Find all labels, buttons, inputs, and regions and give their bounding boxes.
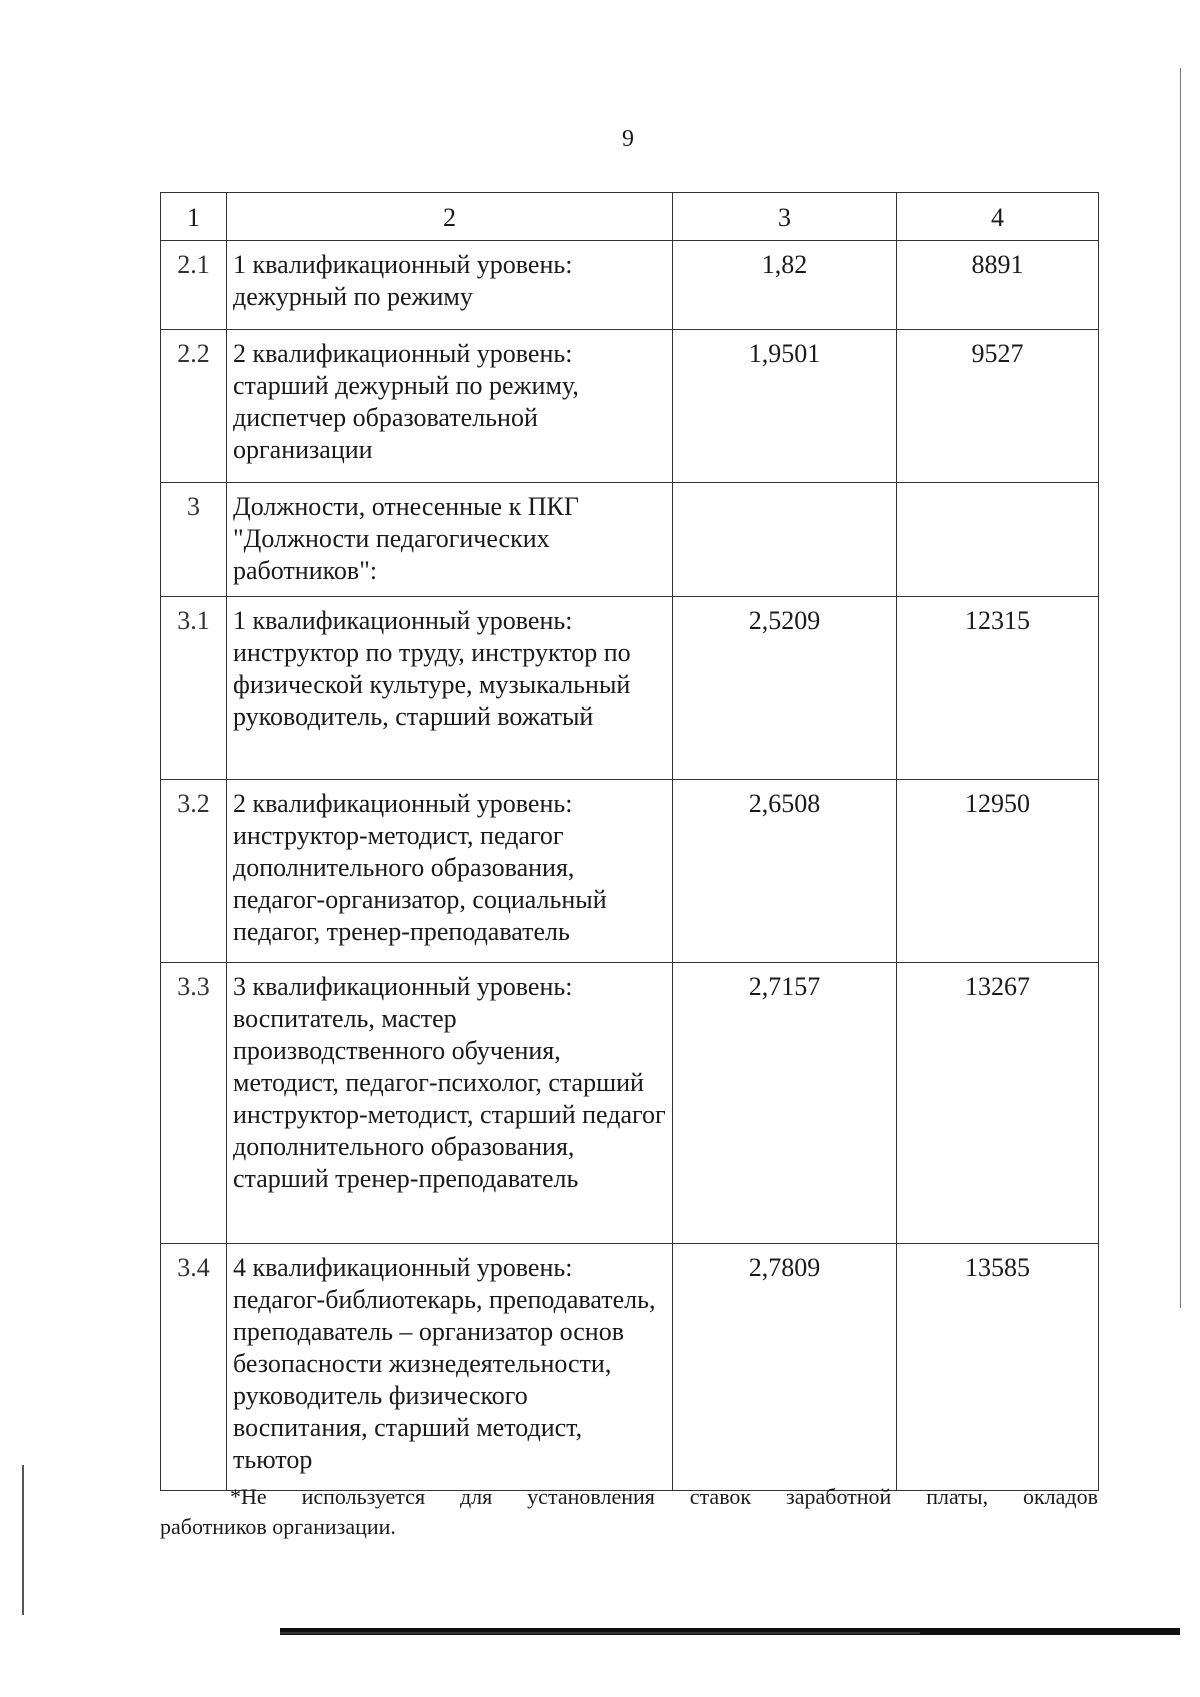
row-description: Должности, отнесенные к ПКГ "Должности педагогических работников": (227, 483, 673, 597)
row-description: 3 квалификационный уровень: воспитатель, мастер производственного обучения, методист, педагог-психолог, старший инструктор-методист, старший педагог дополнительного образования, старший тренер-преподаватель (227, 963, 673, 1244)
row-description: 1 квалификационный уровень: дежурный по режиму (227, 241, 673, 330)
row-salary: 12315 (897, 597, 1099, 780)
footnote-line: *Не используется для установления ставок заработной платы, окладов (230, 1484, 1098, 1509)
salary-table (160, 192, 1099, 1491)
row-number: 3.3 (161, 963, 227, 1244)
row-number: 2.2 (161, 330, 227, 483)
row-number: 2.1 (161, 241, 227, 330)
row-description: 2 квалификационный уровень: инструктор-методист, педагог дополнительного образования, педагог-организатор, социальный педагог, тренер-преподаватель (227, 780, 673, 963)
row-description: 1 квалификационный уровень: инструктор по труду, инструктор по физической культуре, музыкальный руководитель, старший вожатый (227, 597, 673, 780)
row-salary: 8891 (897, 241, 1099, 330)
row-description: 4 квалификационный уровень: педагог-библиотекарь, преподаватель, преподаватель – организатор основ безопасности жизнедеятельности, руководитель физического воспитания, старший методист, тьютор (227, 1244, 673, 1491)
row-coefficient: 2,5209 (673, 597, 897, 780)
row-description: 2 квалификационный уровень: старший дежурный по режиму, диспетчер образовательной организации (227, 330, 673, 483)
row-coefficient: 1,82 (673, 241, 897, 330)
column-header: 1 (161, 193, 227, 241)
row-number: 3.1 (161, 597, 227, 780)
row-coefficient: 1,9501 (673, 330, 897, 483)
row-number: 3.4 (161, 1244, 227, 1491)
row-salary (897, 483, 1099, 597)
row-number: 3 (161, 483, 227, 597)
table-row (161, 241, 1099, 330)
bottom-divider (280, 1632, 920, 1634)
row-salary: 13585 (897, 1244, 1099, 1491)
table-row (161, 963, 1099, 1244)
footnote-line: работников организации. (160, 1514, 396, 1539)
footnote (160, 1482, 1098, 1542)
row-salary: 12950 (897, 780, 1099, 963)
table-row (161, 483, 1099, 597)
column-header: 4 (897, 193, 1099, 241)
row-coefficient (673, 483, 897, 597)
row-number: 3.2 (161, 780, 227, 963)
table-row (161, 330, 1099, 483)
table-row (161, 1244, 1099, 1491)
column-header: 3 (673, 193, 897, 241)
page-number: 9 (622, 126, 634, 152)
table-row (161, 597, 1099, 780)
row-salary: 9527 (897, 330, 1099, 483)
row-salary: 13267 (897, 963, 1099, 1244)
scan-edge-line (1180, 68, 1181, 1308)
row-coefficient: 2,6508 (673, 780, 897, 963)
row-coefficient: 2,7157 (673, 963, 897, 1244)
table-header-row (161, 193, 1099, 241)
table-row (161, 780, 1099, 963)
scan-edge-line (22, 1465, 24, 1615)
column-header: 2 (227, 193, 673, 241)
row-coefficient: 2,7809 (673, 1244, 897, 1491)
